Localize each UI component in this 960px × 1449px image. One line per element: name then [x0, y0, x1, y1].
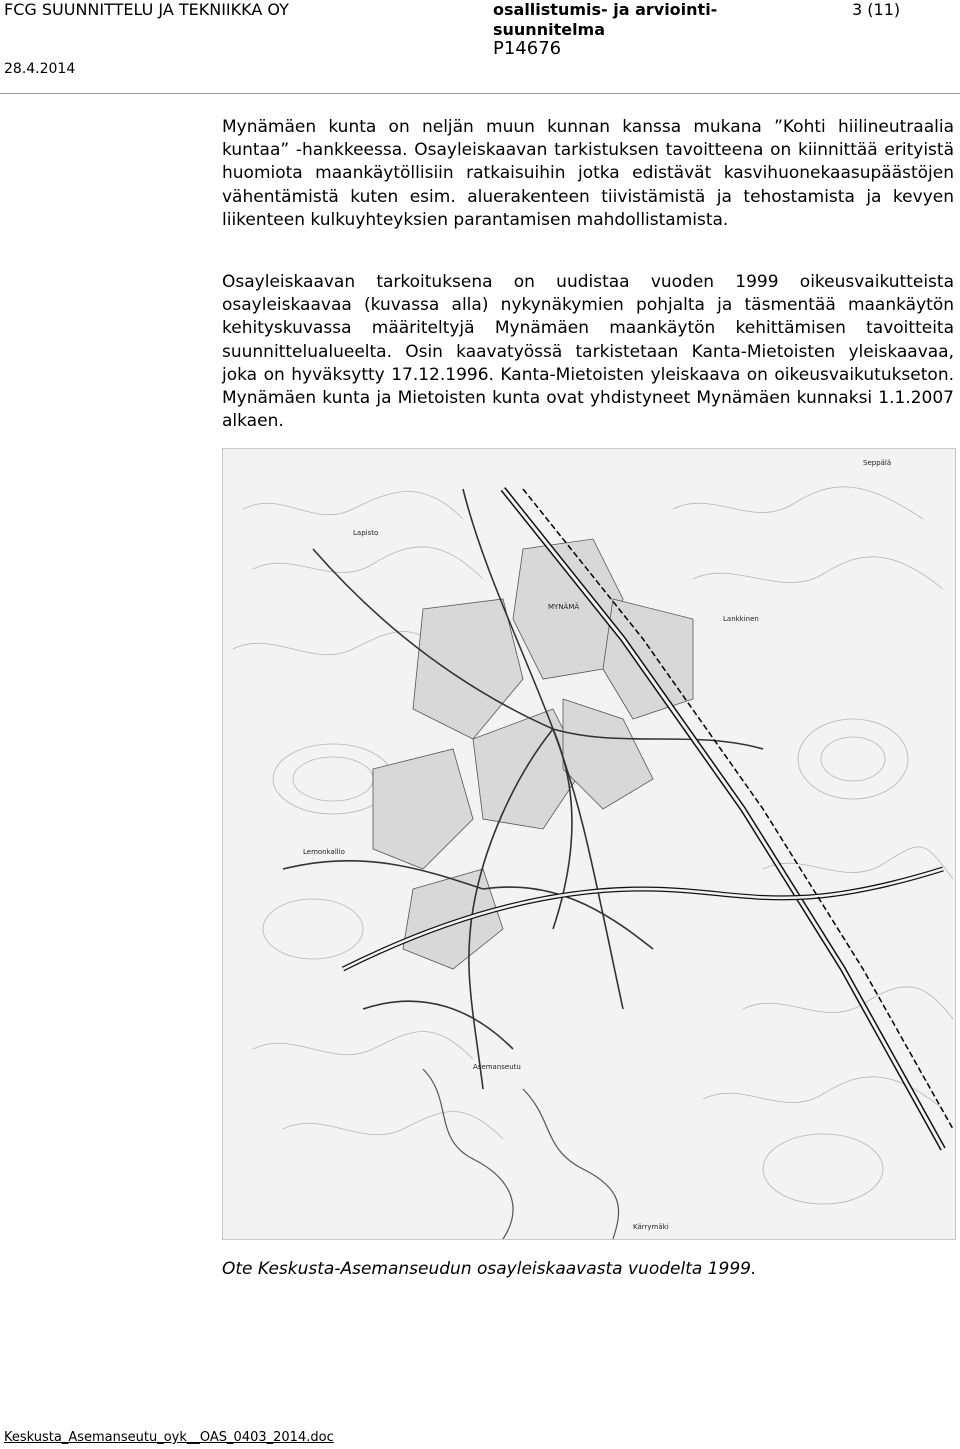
land-use-plan-map	[222, 448, 956, 1240]
page-number: 3 (11)	[852, 0, 901, 19]
body-paragraph-2: Osayleiskaavan tarkoituksena on uudistaa vuoden 1999 oikeusvaikutteista osayleiskaavaa (kuvassa alla) nykynäkymien pohjalta ja täsmentää maankäytön kehityskuvassa määriteltyjä Mynämäen maankäytön kehittämisen tavoitteita suunnittelualueelta. Osin kaavatyössä tarkistetaan Kanta-Mietoisten yleiskaavaa, joka on hyväksytty 17.12.1996. Kanta-Mietoisten yleiskaava on oikeusvaikutukseton. Mynämäen kunta ja Mietoisten kunta ovat yhdistyneet Mynämäen kunnaksi 1.1.2007 alkaen.	[222, 272, 954, 432]
map-drawing	[223, 449, 955, 1239]
document-title: osallistumis- ja arviointi-suunnitelma	[493, 0, 718, 39]
map-label-seppala: Seppälä	[863, 459, 892, 467]
header-divider	[0, 93, 960, 94]
document-date: 28.4.2014	[4, 61, 76, 77]
map-label-kallio: Lemonkallio	[303, 848, 345, 856]
footer-filename-link[interactable]: Keskusta_Asemanseutu_oyk__OAS_0403_2014.doc	[4, 1430, 334, 1445]
map-label-karrymaki: Kärrymäki	[633, 1223, 669, 1231]
map-label-laposto: Lapisto	[353, 529, 379, 537]
figure-caption: Ote Keskusta-Asemanseudun osayleiskaavasta vuodelta 1999.	[222, 1259, 757, 1279]
map-label-asemanseutu: Asemanseutu	[473, 1063, 521, 1071]
map-label-town: MYNÄMÄ	[548, 603, 580, 611]
map-label-lankkinen: Lankkinen	[723, 615, 759, 623]
company-name: FCG SUUNNITTELU JA TEKNIIKKA OY	[4, 0, 289, 19]
body-paragraph-1: Mynämäen kunta on neljän muun kunnan kanssa mukana ”Kohti hiilineutraalia kuntaa” -hankkeessa. Osayleiskaavan tarkistuksen tavoitteena on kiinnittää erityistä huomiota maankäytöllisiin ratkaisuihin jotka edistävät kasvihuonekaasupäästöjen vähentämistä kuten esim. aluerakenteen tiivistämistä ja tehostamista ja kevyen liikenteen kulkuyhteyksien parantamisen mahdollistamista.	[222, 117, 954, 230]
project-number: P14676	[493, 38, 562, 59]
